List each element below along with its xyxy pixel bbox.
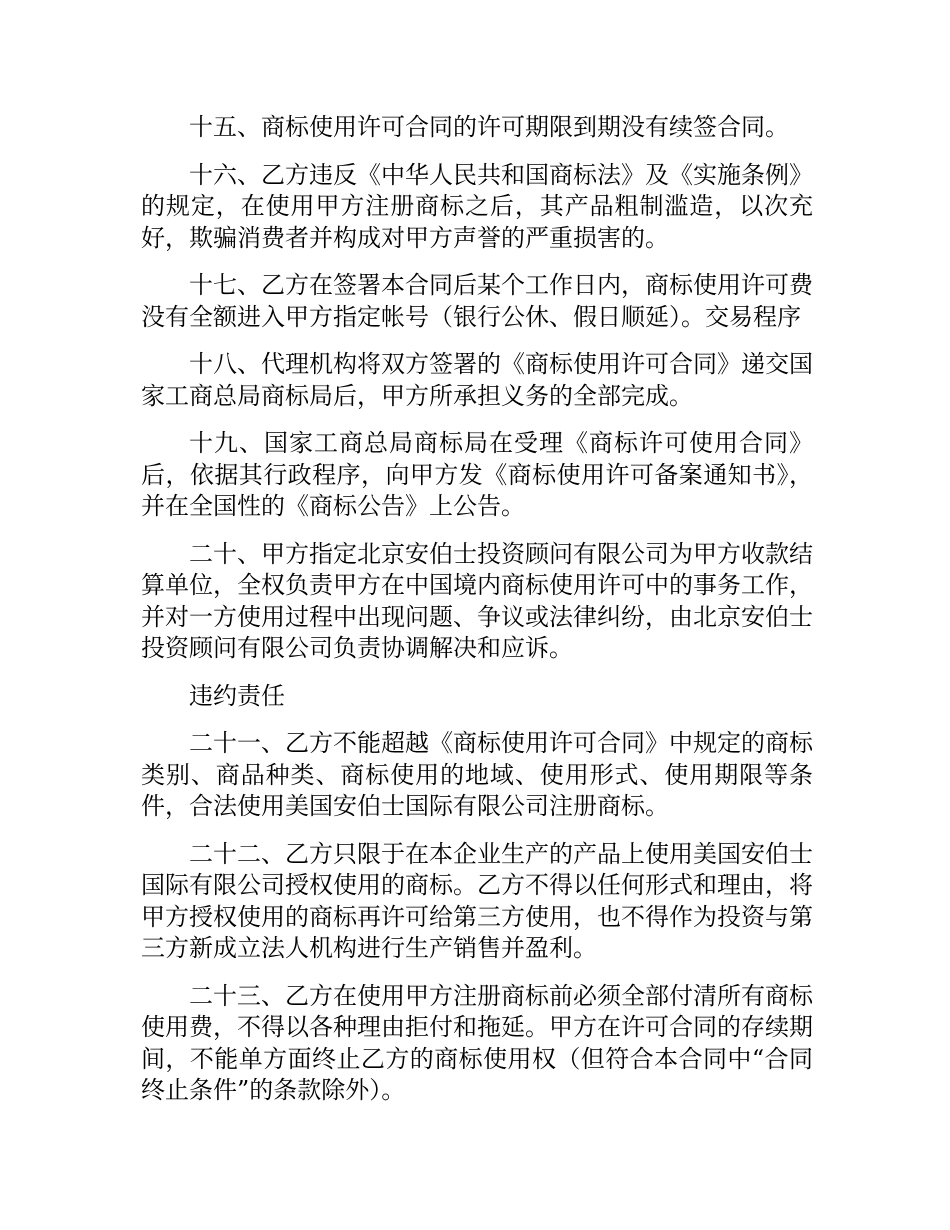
- clause-20-paragraph: 二十、甲方指定北京安伯士投资顾问有限公司为甲方收款结算单位，全权负责甲方在中国境内商标使用许可中的事务工作，并对一方使用过程中出现问题、争议或法律纠纷，由北京安伯士投资顾问有限公司负责协调解决和应诉。: [141, 539, 813, 662]
- clause-18-paragraph: 十八、代理机构将双方签署的《商标使用许可合同》递交国家工商总局商标局后，甲方所承担义务的全部完成。: [141, 350, 813, 410]
- clause-17-paragraph: 十七、乙方在签署本合同后某个工作日内，商标使用许可费没有全额进入甲方指定帐号（银行公休、假日顺延）。交易程序: [141, 271, 813, 331]
- breach-liability-heading: 违约责任: [189, 681, 285, 710]
- clause-15-paragraph: 十五、商标使用许可合同的许可期限到期没有续签合同。: [189, 113, 789, 141]
- clause-23-paragraph: 二十三、乙方在使用甲方注册商标前必须全部付清所有商标使用费，不得以各种理由拒付和拖延。甲方在许可合同的存续期间，不能单方面终止乙方的商标使用权（但符合本合同中“合同终止条件”的条款除外）。: [141, 981, 813, 1104]
- clause-19-paragraph: 十九、国家工商总局商标局在受理《商标许可使用合同》后，依据其行政程序，向甲方发《商标使用许可备案通知书》，并在全国性的《商标公告》上公告。: [141, 429, 813, 520]
- clause-21-paragraph: 二十一、乙方不能超越《商标使用许可合同》中规定的商标类别、商品种类、商标使用的地域、使用形式、使用期限等条件，合法使用美国安伯士国际有限公司注册商标。: [141, 729, 813, 820]
- clause-22-paragraph: 二十二、乙方只限于在本企业生产的产品上使用美国安伯士国际有限公司授权使用的商标。乙方不得以任何形式和理由，将甲方授权使用的商标再许可给第三方使用，也不得作为投资与第三方新成立法人机构进行生产销售并盈利。: [141, 839, 813, 962]
- clause-16-paragraph: 十六、乙方违反《中华人民共和国商标法》及《实施条例》的规定，在使用甲方注册商标之后，其产品粗制滥造，以次充好，欺骗消费者并构成对甲方声誉的严重损害的。: [141, 160, 813, 252]
- document-body: [141, 112, 813, 1123]
